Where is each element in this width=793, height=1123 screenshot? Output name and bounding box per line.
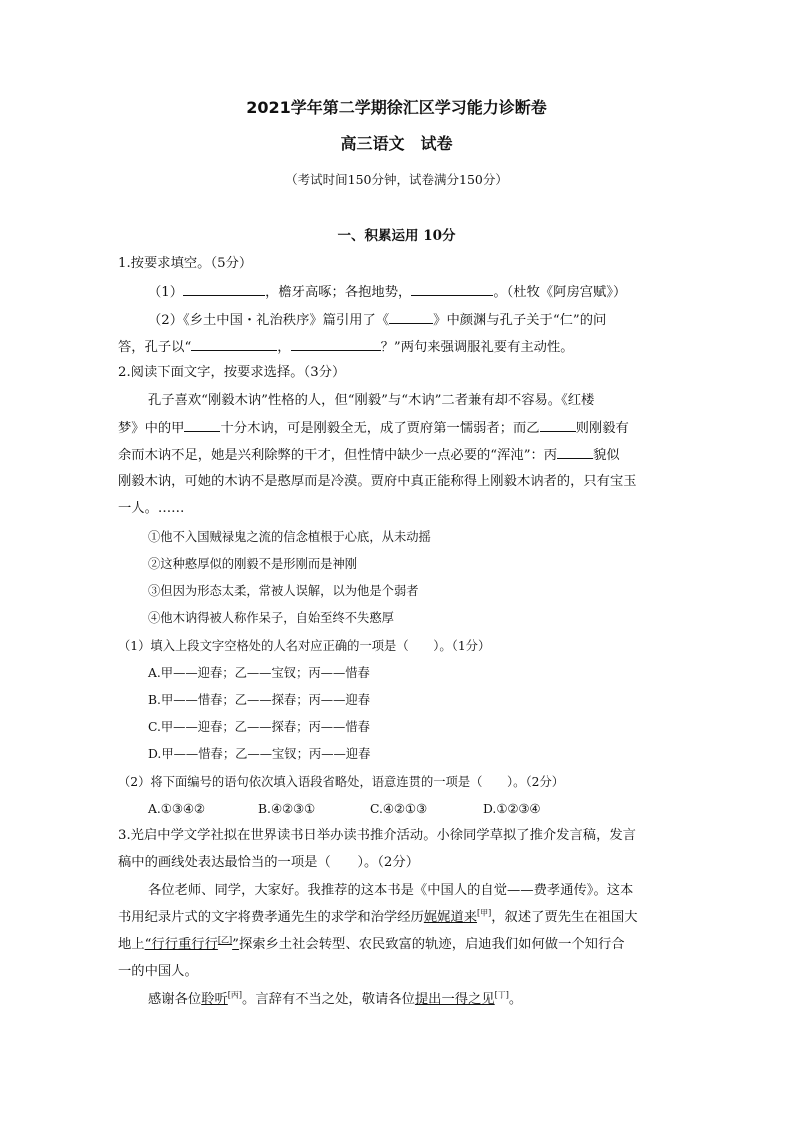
q3-stem-cont: 稿中的画线处表达最恰当的一项是（ ）。（2分） <box>118 855 419 870</box>
answer-blank[interactable] <box>389 310 433 324</box>
q2-sub1-option-c[interactable]: C.甲——迎春；乙——探春；丙——惜春 <box>148 720 370 734</box>
underlined-phrase-yi: “行行重行行 <box>144 937 218 952</box>
answer-blank[interactable] <box>557 445 593 459</box>
answer-blank[interactable] <box>191 337 277 351</box>
q2-sub1-option-b[interactable]: B.甲——惜春；乙——探春；丙——迎春 <box>148 693 370 707</box>
q2-sub1-option-d[interactable]: D.甲——惜春；乙——宝钗；丙——迎春 <box>148 747 371 761</box>
exam-title: 2021学年第二学期徐汇区学习能力诊断卷 <box>246 98 547 117</box>
q2-sentence-1: ①他不入国贼禄鬼之流的信念植根于心底，从未动摇 <box>148 530 431 544</box>
q2-sub2-option-d[interactable]: D.①②③④ <box>483 802 541 816</box>
q1-part2-cont: 答，孔子以“ ， ？”两句来强调服礼要有主动性。 <box>118 337 574 358</box>
marker-bing: [丙] <box>227 990 243 1000</box>
q2-passage-line: 一人。…… <box>118 501 185 516</box>
q2-passage-line: 孔子喜欢“刚毅木讷”性格的人，但“刚毅”与“木讷”二者兼有却不容易。《红楼 <box>148 393 595 408</box>
q2-sub2-stem: （2）将下面编号的语句依次填入语段省略处，语意连贯的一项是（ ）。（2分） <box>118 775 565 789</box>
marker-ding: [丁] <box>494 990 509 1000</box>
q3-stem: 3.光启中学文学社拟在世界读书日举办读书推介活动。小徐同学草拟了推介发言稿，发言 <box>118 828 636 843</box>
marker-jia: [甲] <box>477 908 492 918</box>
q2-sub2-option-b[interactable]: B.④②③① <box>258 802 316 816</box>
section-heading: 一、积累运用 10分 <box>337 228 456 244</box>
q2-sentence-3: ③但因为形态太柔，常被人误解，以为他是个弱者 <box>148 584 419 598</box>
q1-part1: （1） ，檐牙高啄；各抱地势， 。（杜牧《阿房宫赋》） <box>148 282 626 303</box>
q3-passage-line: 各位老师、同学，大家好。我推荐的这本书是《中国人的自觉——费孝通传》。这本 <box>148 883 634 898</box>
exam-subtitle: 高三语文 试卷 <box>340 134 453 153</box>
q3-passage-line: 书用纪录片式的文字将费孝通先生的求学和治学经历娓娓道来[甲]，叙述了贾先生在祖国大 <box>118 908 638 925</box>
q2-sub2-option-a[interactable]: A.①③④② <box>148 802 205 816</box>
answer-blank[interactable] <box>540 418 576 432</box>
q2-passage-line: 余而木讷不足，她是兴利除弊的干才，但性情中缺少一点必要的“浑沌”：丙 貌似 <box>118 445 620 466</box>
q2-sentence-4: ④他木讷得被人称作呆子，自始至终不失憨厚 <box>148 611 394 625</box>
underlined-phrase-ding: 提出一得之见 <box>414 992 495 1007</box>
underlined-phrase-jia: 娓娓道来 <box>423 910 478 925</box>
answer-blank[interactable] <box>291 337 381 351</box>
marker-yi: [乙] <box>217 935 233 945</box>
q2-sub1-option-a[interactable]: A.甲——迎春；乙——宝钗；丙——惜春 <box>148 666 370 680</box>
q3-passage-line: 感谢各位聆听[丙]。言辞有不当之处，敬请各位提出一得之见[丁]。 <box>148 990 523 1007</box>
answer-blank[interactable] <box>183 282 265 296</box>
underlined-phrase-bing: 聆听 <box>201 992 228 1007</box>
q2-passage-line: 刚毅木讷，可她的木讷不是憨厚而是冷漠。贾府中真正能称得上刚毅木讷者的，只有宝玉 <box>118 474 637 489</box>
q3-passage-line: 一的中国人。 <box>118 964 198 979</box>
answer-blank[interactable] <box>184 418 220 432</box>
q2-passage-line: 梦》中的甲 十分木讷，可是刚毅全无，成了贾府第一懦弱者；而乙 则刚毅有 <box>118 418 629 439</box>
q3-passage-line: 地上“行行重行行[乙]”探索乡土社会转型、农民致富的轨迹，启迪我们如何做一个知行合 <box>118 935 625 952</box>
q1-part2: （2）《乡土中国・礼治秩序》篇引用了《 》中颜渊与孔子关于“仁”的问 <box>148 310 606 331</box>
q2-sentence-2: ②这种憨厚似的刚毅不是形刚而是神刚 <box>148 557 358 571</box>
q2-sub2-option-c[interactable]: C.④②①③ <box>370 802 427 816</box>
answer-blank[interactable] <box>411 282 493 296</box>
exam-time-note: （考试时间150分钟，试卷满分150分） <box>285 172 508 187</box>
q1-stem: 1.按要求填空。（5分） <box>118 256 253 271</box>
q2-sub1-stem: （1）填入上段文字空格处的人名对应正确的一项是（ ）。（1分） <box>118 639 491 653</box>
q2-stem: 2.阅读下面文字，按要求选择。（3分） <box>118 365 346 380</box>
